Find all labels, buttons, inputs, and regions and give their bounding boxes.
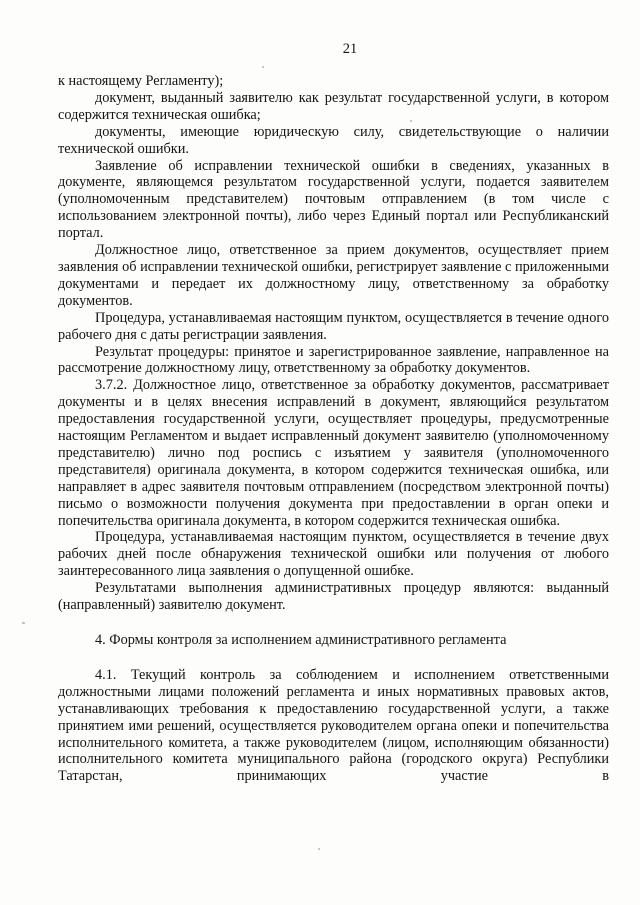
scan-speck bbox=[262, 66, 264, 68]
page-number: 21 bbox=[342, 41, 358, 57]
paragraph-continuation: к настоящему Регламенту); bbox=[58, 73, 224, 89]
paragraph-clause-4-1: 4.1. Текущий контроль за соблюдением и исполнением ответственными должностными лицами положений регламента и иных нормативных правовых актов, устанавливающих требования к предоставлению государственной услуги, а также принятием ими решений, осуществляется руководителем органа опеки и попечительства исполнительного комитета, а также руководителем (лицом, исполняющим обязанности) исполнительного комитета муниципального района (городского округа) Республики Татарстан, принимающих участие в bbox=[58, 666, 609, 785]
paragraph-issued-document: документ, выданный заявителю как результат государственной услуги, в котором содержится техническая ошибка; bbox=[58, 89, 609, 123]
paragraph-official-reception: Должностное лицо, ответственное за прием документов, осуществляет прием заявления об исправлении технической ошибки, регистрирует заявление с приложенными документами и передает их должностному лицу, ответственному за обработку документов. bbox=[58, 242, 609, 309]
paragraph-legal-documents: документы, имеющие юридическую силу, свидетельствующие о наличии технической ошибки. bbox=[58, 123, 609, 157]
section-heading: 4. Формы контроля за исполнением административного регламента bbox=[95, 632, 507, 648]
document-body bbox=[58, 73, 609, 785]
paragraph-application-submission: Заявление об исправлении технической ошибки в сведениях, указанных в документе, являющемся результатом государственной услуги, подается заявителем (уполномоченным представителем) почтовым отправлением (в том числе с использованием электронной почты), либо через Единый портал или Республиканский портал. bbox=[58, 157, 609, 242]
paragraph-admin-results: Результатами выполнения административных процедур являются: выданный (направленный) заявителю документ. bbox=[58, 580, 609, 614]
scan-speck bbox=[318, 848, 320, 850]
paragraph-procedure-two-days: Процедура, устанавливаемая настоящим пунктом, осуществляется в течение двух рабочих дней после обнаружения технической ошибки или получения от любого заинтересованного лица заявления о допущенной ошибке. bbox=[58, 529, 609, 580]
paragraph-clause-3-7-2: 3.7.2. Должностное лицо, ответственное за обработку документов, рассматривает документы и в целях внесения исправлений в документ, являющийся результатом предоставления государственной услуги, осуществляет процедуры, предусмотренные настоящим Регламентом и выдает исправленный документ заявителю (уполномоченному представителю) лично под роспись с изъятием у заявителя (уполномоченного представителя) оригинала документа, в котором содержится техническая ошибка, или направляет в адрес заявителя почтовым отправлением (посредством электронной почты) письмо о возможности получения документа при предоставлении в орган опеки и попечительства оригинала документа, в котором содержится техническая ошибка. bbox=[58, 377, 609, 529]
paragraph-procedure-result: Результат процедуры: принятое и зарегистрированное заявление, направленное на рассмотрение должностному лицу, ответственному за обработку документов. bbox=[58, 343, 609, 377]
paragraph-procedure-one-day: Процедура, устанавливаемая настоящим пунктом, осуществляется в течение одного рабочего дня с даты регистрации заявления. bbox=[58, 309, 609, 343]
scan-speck bbox=[22, 622, 25, 624]
scan-speck bbox=[410, 120, 412, 122]
